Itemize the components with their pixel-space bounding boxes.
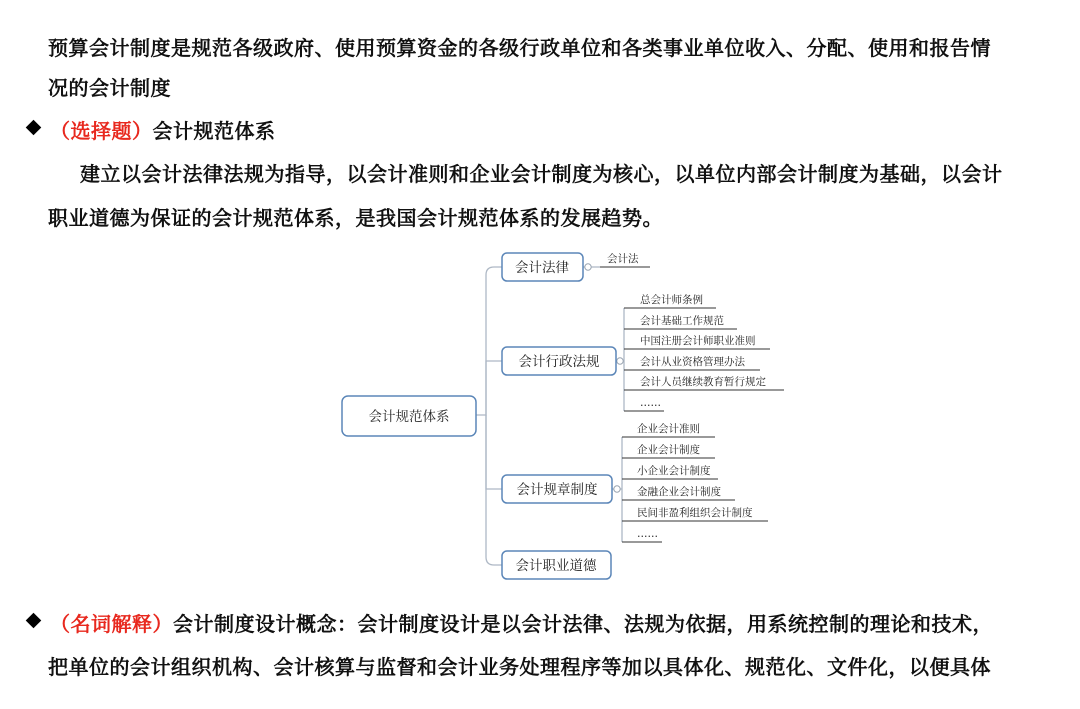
leaf-label: 总会计师条例 bbox=[640, 294, 703, 306]
leaf-label: 民间非盈利组织会计制度 bbox=[637, 507, 753, 519]
branch-node-admin-regulations bbox=[502, 347, 616, 375]
leaf-label: 会计法 bbox=[607, 253, 639, 265]
leaf-label: …… bbox=[637, 528, 658, 540]
leaf-label: 中国注册会计师职业准则 bbox=[640, 335, 756, 347]
leaf-label: 会计人员继续教育暂行规定 bbox=[640, 376, 766, 388]
mindmap-connectors bbox=[476, 267, 624, 565]
branch-node-label: 会计行政法规 bbox=[518, 354, 600, 370]
leaf-underlines bbox=[600, 267, 784, 542]
section-1-line-1: 建立以会计法律法规为指导，以会计准则和企业会计制度为核心，以单位内部会计制度为基础，以会计 bbox=[80, 162, 1003, 186]
question-type-tag: （选择题） bbox=[50, 119, 153, 143]
branch-node-rules-systems bbox=[502, 475, 612, 503]
collapse-circle-icons bbox=[585, 264, 623, 492]
leaf-label: …… bbox=[640, 397, 661, 409]
root-node-label: 会计规范体系 bbox=[368, 409, 450, 425]
paragraph-1-line-1: 预算会计制度是规范各级政府、使用预算资金的各级行政单位和各类事业单位收入、分配、使用和报告情 bbox=[48, 36, 991, 60]
mindmap-root-node bbox=[342, 396, 476, 436]
leaf-label: 会计从业资格管理办法 bbox=[640, 356, 745, 368]
branch-node-law bbox=[502, 253, 583, 281]
section-1-title: 会计规范体系 bbox=[152, 119, 276, 143]
branch-node-label: 会计法律 bbox=[515, 260, 569, 276]
branch-node-label: 会计职业道德 bbox=[515, 558, 597, 574]
section-2-line-1 bbox=[50, 608, 993, 637]
leaf-label: 小企业会计制度 bbox=[637, 465, 711, 477]
leaf-label: 会计基础工作规范 bbox=[640, 315, 724, 327]
branch-node-label: 会计规章制度 bbox=[516, 482, 598, 498]
leaf-label: 企业会计制度 bbox=[637, 444, 700, 456]
section-2-line-2: 把单位的会计组织机构、会计核算与监督和会计业务处理程序等加以具体化、规范化、文件化，以便具体 bbox=[48, 655, 991, 679]
question-type-tag: （名词解释） bbox=[50, 612, 173, 636]
paragraph-1-line-2: 况的会计制度 bbox=[48, 76, 171, 100]
section-1-line-2: 职业道德为保证的会计规范体系，是我国会计规范体系的发展趋势。 bbox=[48, 206, 663, 230]
leaf-label: 企业会计准则 bbox=[637, 423, 700, 435]
branch-node-ethics bbox=[502, 551, 611, 579]
section-2-text: 会计制度设计概念：会计制度设计是以会计法律、法规为依据，用系统控制的理论和技术， bbox=[173, 612, 993, 636]
leaf-label: 金融企业会计制度 bbox=[637, 486, 721, 498]
